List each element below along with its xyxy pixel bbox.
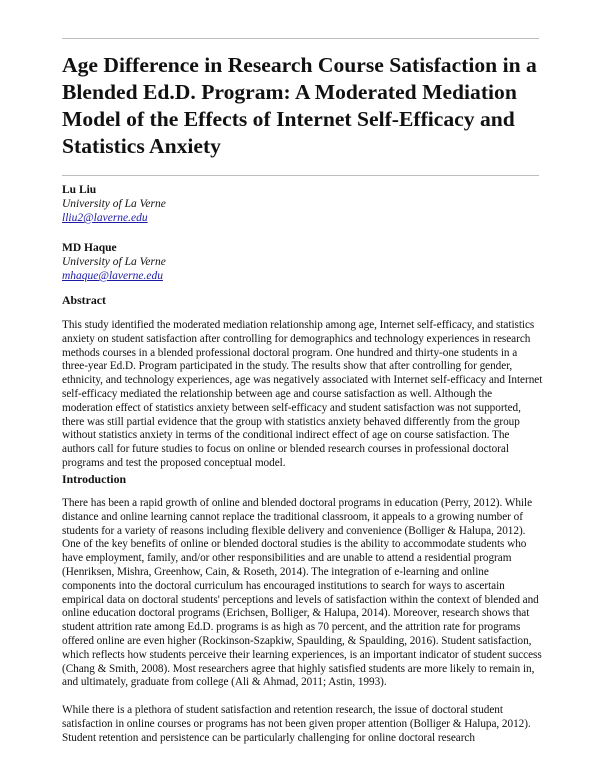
author-block-1 [62, 183, 502, 225]
title-divider [62, 175, 539, 176]
author-name: MD Haque [62, 242, 117, 254]
author-affiliation: University of La Verne [62, 198, 166, 210]
author-email-link[interactable]: lliu2@laverne.edu [62, 212, 148, 224]
introduction-paragraph-1: There has been a rapid growth of online and blended doctoral programs in education (Perry, 2012). While distance and online learning cannot replace the traditional classroom, it appeals to a growing number of students for a variety of reasons including flexible delivery and convenience (Bolliger & Halupa, 2012). One of the key benefits of online or blended doctoral studies is the ability to accommodate students who have employment, family, and/or other responsibilities and are unable to attend a residential program (Henriksen, Mishra, Greenhow, Cain, & Roseth, 2014). The integration of e-learning and online components into the doctoral curriculum has encouraged institutions to search for ways to ascertain empirical data on doctoral students' perceptions and levels of satisfaction within the context of blended and online education doctoral programs (Erichsen, Bolliger, & Halupa, 2014). Moreover, research shows that student attrition rate among Ed.D. programs is as high as 70 percent, and the attrition rate for programs offered online are even higher (Rockinson-Szapkiw, Spaulding, & Spaulding, 2016). Student satisfaction, which reflects how students perceive their learning experiences, is an important indicator of student success (Chang & Smith, 2008). Most researchers agree that highly satisfied students are more likely to remain in, and ultimately, graduate from college (Ali & Ahmad, 2011; Astin, 1993). [62, 497, 542, 689]
author-name: Lu Liu [62, 184, 97, 196]
author-affiliation: University of La Verne [62, 256, 166, 268]
author-block-2 [62, 241, 502, 283]
author-email-link[interactable]: mhaque@laverne.edu [62, 270, 163, 282]
introduction-heading: Introduction [62, 472, 127, 486]
introduction-paragraph-2: While there is a plethora of student satisfaction and retention research, the issue of doctoral student satisfaction in online courses or programs has not been given proper attention (Bolliger & Halupa, 2012). Student retention and persistence can be particularly challenging for online doctoral research [62, 704, 531, 744]
abstract-text: This study identified the moderated mediation relationship among age, Internet self-efficacy, and statistics anxiety on student satisfaction after controlling for demographics and technology experiences in research methods courses in a blended professional doctoral program. One hundred and thirty-one students in a three-year Ed.D. Program participated in the study. The results show that after controlling for gender, ethnicity, and technology experiences, age was negatively associated with Internet self-efficacy and Internet self-efficacy mediated the relationship between age and course satisfaction as well. Although the moderation effect of statistics anxiety between self-efficacy and student satisfaction was not supported, there was still partial evidence that the group with statistics anxiety behaved differently from the group without statistics anxiety in terms of the conditional indirect effect of age on course satisfaction. The authors call for future studies to focus on online or blended research courses in professional doctoral programs and test the proposed conceptual model. [62, 319, 543, 469]
paper-title: Age Difference in Research Course Satisfaction in a Blended Ed.D. Program: A Moderated Mediation Model of the Effects of Internet Self-Efficacy and Statistics Anxiety [62, 53, 537, 158]
top-divider [62, 38, 539, 39]
abstract-heading: Abstract [62, 293, 106, 307]
